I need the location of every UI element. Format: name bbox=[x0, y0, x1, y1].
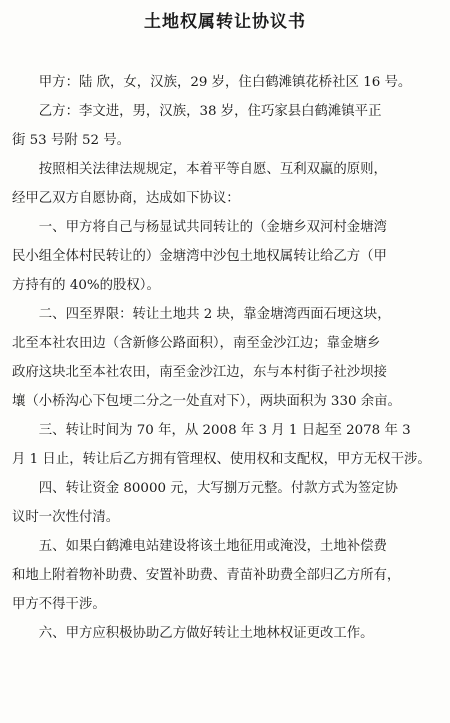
text-line: 三、转让时间为 70 年，从 2008 年 3 月 1 日起至 2078 年 3 bbox=[38, 423, 411, 438]
text-line: 按照相关法律法规规定，本着平等自愿、互利双赢的原则， bbox=[38, 162, 387, 177]
text-line: 壤（小桥沟心下包埂二分之一处直对下），两块面积为 330 余亩。 bbox=[12, 394, 401, 409]
text-line: 四、转让资金 80000 元，大写捌万元整。付款方式为签定协 bbox=[38, 481, 398, 496]
paragraph-clause-1 bbox=[12, 213, 444, 300]
text-line: 议时一次性付清。 bbox=[12, 510, 120, 525]
text-line: 二、四至界限：转让土地共 2 块，靠金塘湾西面石埂这块， bbox=[38, 307, 391, 322]
paragraph-clause-5 bbox=[12, 532, 444, 619]
text-line: 街 53 号附 52 号。 bbox=[12, 133, 131, 148]
text-line: 甲方：陆 欣，女，汉族，29 岁，住白鹤滩镇花桥社区 16 号。 bbox=[38, 75, 412, 90]
paragraph-clause-4 bbox=[12, 474, 444, 532]
text-line: 五、如果白鹤滩电站建设将该土地征用或淹没，土地补偿费 bbox=[38, 539, 387, 554]
text-line: 月 1 日止，转让后乙方拥有管理权、使用权和支配权，甲方无权干涉。 bbox=[12, 452, 431, 467]
paragraph-party-a bbox=[12, 68, 444, 97]
text-line: 政府这块北至本社农田，南至金沙江边，东与本村街子社沙坝接 bbox=[12, 365, 387, 380]
document-body bbox=[12, 68, 444, 648]
paragraph-party-b bbox=[12, 97, 444, 155]
paragraph-clause-3 bbox=[12, 416, 444, 474]
document-title: 土地权属转让协议书 bbox=[144, 12, 306, 32]
text-line: 和地上附着物补助费、安置补助费、青苗补助费全部归乙方所有， bbox=[12, 568, 401, 583]
paragraph-clause-2 bbox=[12, 300, 444, 416]
text-line: 北至本社农田边（含新修公路面积），南至金沙江边；靠金塘乡 bbox=[12, 336, 381, 351]
text-line: 一、甲方将自己与杨显试共同转让的（金塘乡双河村金塘湾 bbox=[38, 220, 387, 235]
paragraph-clause-6 bbox=[12, 619, 444, 648]
text-line: 民小组全体村民转让的）金塘湾中沙包土地权属转让给乙方（甲 bbox=[12, 249, 387, 264]
paragraph-preamble bbox=[12, 155, 444, 213]
text-line: 经甲乙双方自愿协商，达成如下协议： bbox=[12, 191, 240, 206]
text-line: 乙方：李文进，男，汉族，38 岁，住巧家县白鹤滩镇平正 bbox=[38, 104, 382, 119]
text-line: 方持有的 40%的股权）。 bbox=[12, 278, 160, 293]
text-line: 甲方不得干涉。 bbox=[12, 597, 106, 612]
text-line: 六、甲方应积极协助乙方做好转让土地林权证更改工作。 bbox=[38, 626, 374, 641]
